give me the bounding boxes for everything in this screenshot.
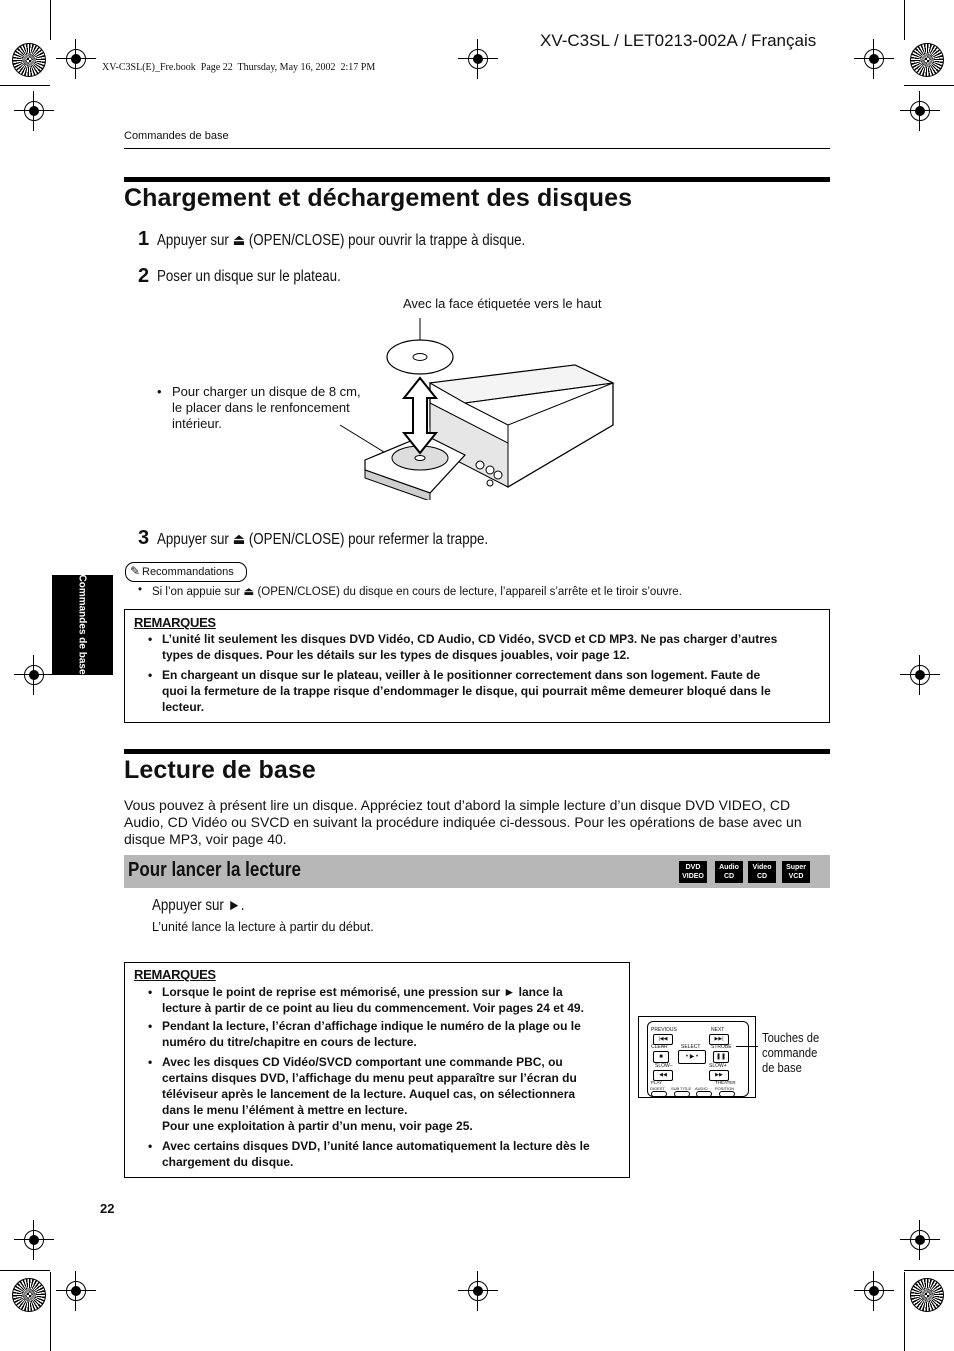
remote-label: PREVIOUS [651,1027,677,1033]
tip-bullet: • [138,584,143,596]
subsection-title: Pour lancer la lecture [128,859,301,881]
badge-bottom: CD [756,873,768,880]
crop-line [50,0,51,40]
remark-line: téléviseur après le lancement de la lecture. Auquel cas, on sélectionnera [162,1087,576,1101]
remark-line: quoi la fermeture de la trappe risque d’endommager le disque, qui pourrait même demeurer bloqué dans le [162,684,771,698]
remote-label: SLOW– [655,1063,673,1069]
section-title-loading: Chargement et déchargement des disques [124,184,633,212]
step-text: Poser un disque sur le plateau. [157,268,341,285]
registration-mark [22,99,46,123]
dvd-player-illustration [330,315,620,500]
remote-label: PLAY [651,1080,663,1085]
remark-line: En chargeant un disque sur le plateau, veiller à le positionner correctement dans son logement. Faute de [162,668,761,682]
registration-mark [862,47,886,71]
recommendations-badge [125,562,247,582]
remote-label: SELECT [681,1044,701,1050]
crop-line [0,85,50,86]
section-title-playback: Lecture de base [124,756,316,784]
registration-mark [466,47,490,71]
super-vcd-badge [782,861,810,883]
pause-button: ❚❚ [713,1051,729,1063]
lightbulb-icon: ✎ [130,564,141,578]
registration-mark [22,663,46,687]
section-rule [124,177,830,182]
side-tab [52,575,113,675]
step-text: Appuyer sur ⏏ (OPEN/CLOSE) pour ouvrir la trappe à disque. [157,232,526,249]
remote-label: SLOW+ [709,1063,727,1069]
crop-line [904,1272,905,1351]
remark-line: certains disques DVD, l’affichage du menu peut apparaître sur l’écran du [162,1071,577,1085]
remote-caption-line: de base [762,1060,802,1075]
play-instruction: Appuyer sur ►. [152,897,245,914]
crop-line [904,85,954,86]
remark-line: types de disques. Pour les détails sur les types de disques jouables, voir page 12. [162,648,630,662]
book-info: XV-C3SL(E)_Fre.book Page 22 Thursday, May 16, 2002 2:17 PM [102,62,376,73]
next-button: ▶▶| [709,1034,729,1045]
figure-label-left: le placer dans le renfoncement [172,400,350,415]
remote-label: NEXT [711,1027,725,1033]
remote-caption [762,1030,819,1075]
remark-line: Lorsque le point de reprise est mémorisé, une pression sur ► lance la [162,985,563,999]
remark-line: lecteur. [162,700,205,714]
stop-button: ■ [653,1051,669,1063]
remote-control-illustration [638,1016,756,1098]
registration-mark [64,1279,88,1303]
step-number: 2 [138,265,150,287]
header-rule [124,148,830,149]
remote-label: SUB TITLE [671,1086,692,1091]
registration-mark [64,47,88,71]
remote-caption-line: Touches de [762,1030,820,1045]
remote-label: THEATER [715,1080,736,1085]
crop-seal-bottom-left [12,1278,46,1312]
remote-label: AUDIO [695,1086,708,1091]
step-text: Appuyer sur ⏏ (OPEN/CLOSE) pour refermer la trappe. [157,531,489,548]
registration-mark [862,1279,886,1303]
dvd-video-badge [679,861,707,883]
registration-mark [466,1279,490,1303]
remote-label: CLEAR [651,1044,668,1050]
page-number: 22 [100,1201,115,1216]
badge-top: DVD [685,864,701,871]
intro-paragraph [124,797,802,848]
previous-button: |◀◀ [653,1034,673,1045]
remark-line: Pendant la lecture, l’écran d’affichage indique le numéro de la plage ou le [162,1019,581,1033]
remark-line: L’unité lit seulement les disques DVD Vidéo, CD Audio, CD Vidéo, SVCD et CD MP3. Ne pas charger d’autres [162,632,778,646]
intro-line: disque MP3, voir page 40. [124,831,287,847]
crop-line [904,0,905,40]
crop-line [0,1270,50,1271]
remark-line: lecture à partir de ce point au lieu du commencement. Voir pages 24 et 49. [162,1001,584,1015]
remarques-heading: REMARQUES [134,967,216,982]
side-tab-label: Commandes de base [76,574,88,675]
remote-label: STROBE [711,1044,732,1050]
remote-label: POSITION [715,1086,735,1091]
remark-line: dans le menu l’élément à mettre en lecture. [162,1103,408,1117]
remote-leader-line [736,1046,758,1047]
remark-line: Avec certains disques DVD, l’unité lance automatiquement la lecture dès le [162,1139,590,1153]
tip-text: Si l’on appuie sur ⏏ (OPEN/CLOSE) du disque en cours de lecture, l’appareil s’arrête et le tiroir s’ouvre. [152,586,682,598]
badge-bottom: VCD [788,873,804,880]
registration-mark [908,663,932,687]
slow-minus-button: ◀◀ [653,1070,673,1081]
crop-seal-top-right [910,43,944,77]
registration-mark [22,1228,46,1252]
recommendations-label: Recommandations [142,566,234,578]
badge-bottom: CD [723,873,735,880]
registration-mark [908,1228,932,1252]
remark-line: chargement du disque. [162,1155,294,1169]
crop-line [904,1270,954,1271]
intro-line: Vous pouvez à présent lire un disque. Appréciez tout d’abord la simple lecture d’un disque DVD VIDEO, CD [124,797,791,813]
remote-label: DIGEST [650,1086,665,1091]
remark-line: numéro du titre/chapitre en cours de lecture. [162,1035,417,1049]
badge-top: Video [752,864,772,871]
remark-line: Pour une exploitation à partir d’un menu, voir page 25. [162,1119,473,1133]
remote-caption-line: commande [762,1045,818,1060]
figure-label-bullet: • [157,384,162,399]
subsection-bar [124,855,830,888]
slow-plus-button: ▶▶ [709,1070,729,1081]
badge-top: Super [786,864,806,871]
registration-mark [908,99,932,123]
crop-seal-bottom-right [910,1278,944,1312]
running-head: Commandes de base [124,130,229,142]
figure-label-top: Avec la face étiquetée vers le haut [403,296,602,311]
crop-seal-top-left [12,43,46,77]
play-instruction-note: L’unité lance la lecture à partir du début. [152,920,374,934]
figure-label-left: intérieur. [172,416,222,431]
section-rule [124,749,830,754]
badge-bottom: VIDEO [682,873,704,880]
step-number: 1 [138,228,150,250]
video-cd-badge [748,861,776,883]
intro-line: Audio, CD Vidéo ou SVCD en suivant la procédure indiquée ci-dessous. Pour les opérations de base avec un [124,814,802,830]
model-title: XV-C3SL / LET0213-002A / Français [540,31,817,50]
remark-line: Avec les disques CD Vidéo/SVCD comportant une commande PBC, ou [162,1055,563,1069]
audio-cd-badge [715,861,743,883]
play-button: • ▶ • [678,1050,706,1064]
remarques-heading: REMARQUES [134,615,216,630]
step-number: 3 [138,527,150,549]
badge-top: Audio [719,864,739,871]
figure-label-left: Pour charger un disque de 8 cm, [172,384,361,399]
crop-line [50,1272,51,1351]
